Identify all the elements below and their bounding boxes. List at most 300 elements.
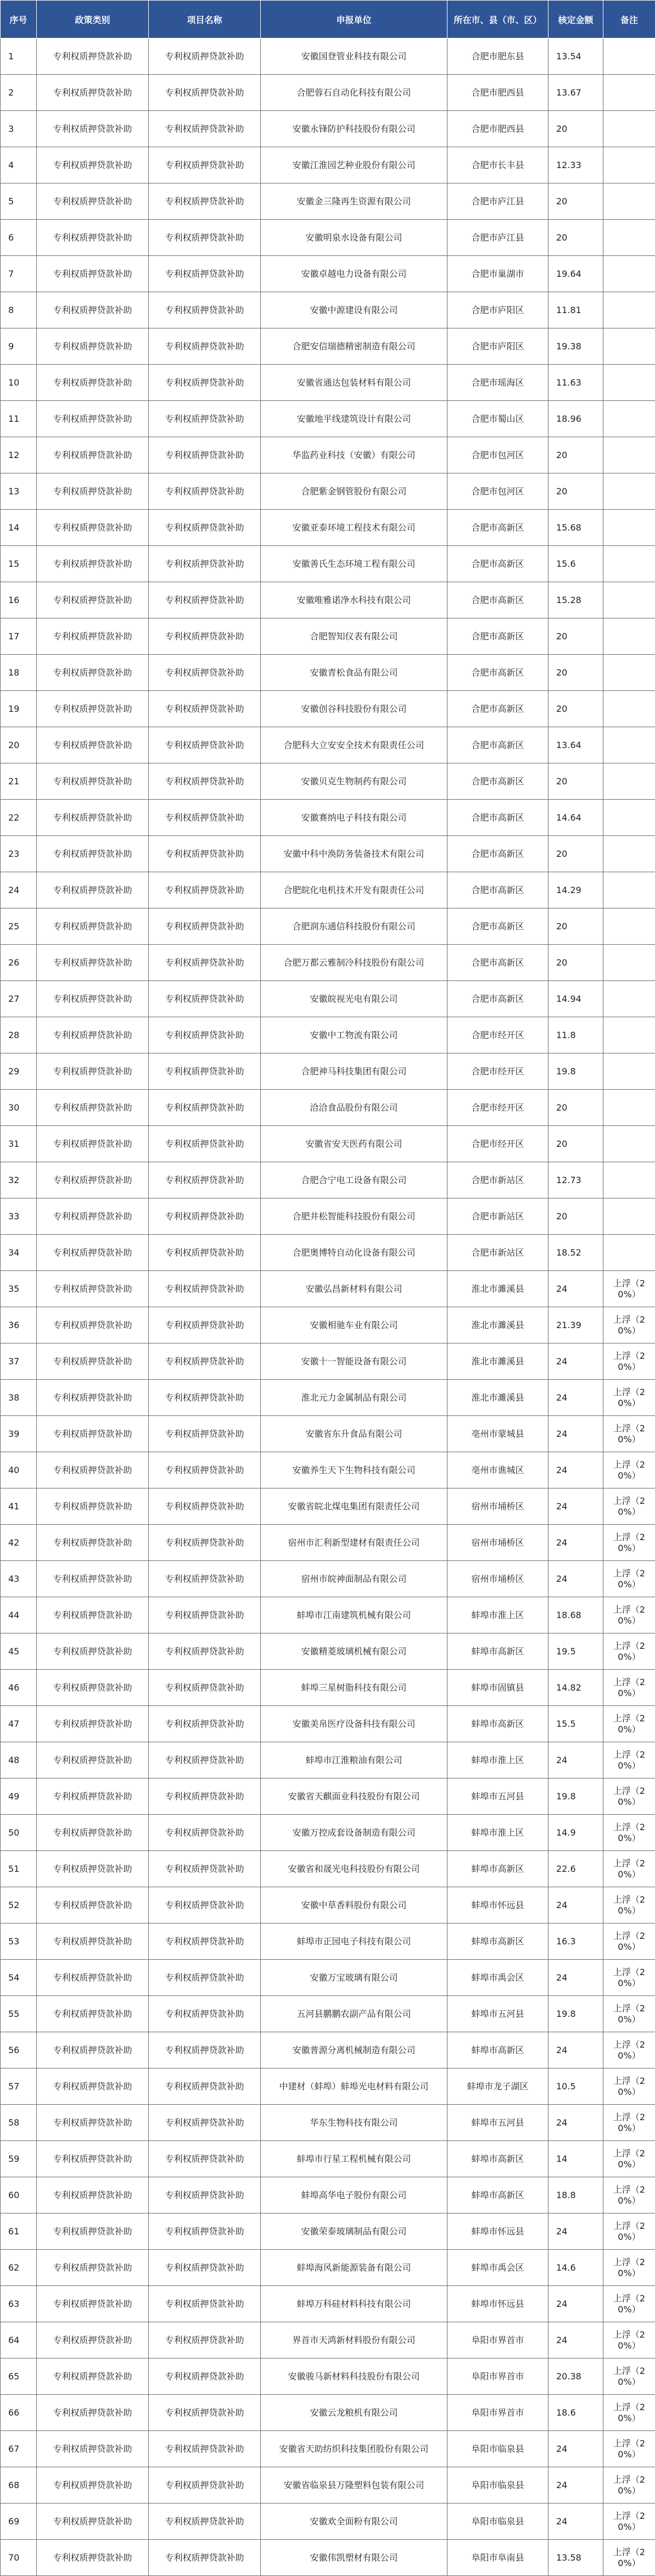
cell-policy-category: 专利权质押贷款补助	[37, 1416, 149, 1452]
cell-approved-amount: 19.5	[548, 1633, 603, 1670]
table-row	[1, 1597, 655, 1633]
cell-applicant: 安徽相驰车业有限公司	[261, 1307, 447, 1343]
cell-remarks	[603, 510, 655, 546]
cell-applicant: 安徽中科中涣防务装备技术有限公司	[261, 836, 447, 872]
cell-approved-amount: 19.8	[548, 1778, 603, 1815]
cell-approved-amount: 15.6	[548, 546, 603, 582]
cell-remarks: 上浮（20%）	[603, 1851, 655, 1887]
cell-location: 合肥市瑶海区	[447, 365, 548, 401]
table-row	[1, 1887, 655, 1923]
cell-project-name: 专利权质押贷款补助	[149, 2032, 261, 2068]
cell-remarks: 上浮（20%）	[603, 2032, 655, 2068]
cell-remarks	[603, 763, 655, 800]
cell-location: 蚌埠市固镇县	[447, 1670, 548, 1706]
cell-no: 10	[1, 365, 37, 401]
cell-applicant: 安徽欢全面粉有限公司	[261, 2503, 447, 2540]
cell-no: 47	[1, 1706, 37, 1742]
cell-no: 28	[1, 1017, 37, 1053]
cell-approved-amount: 19.8	[548, 1053, 603, 1090]
cell-approved-amount: 15.68	[548, 510, 603, 546]
cell-location: 合肥市高新区	[447, 546, 548, 582]
header-policy-category: 政策类别	[37, 1, 149, 38]
cell-remarks: 上浮（20%）	[603, 2141, 655, 2177]
cell-location: 蚌埠市禹会区	[447, 1960, 548, 1996]
table-row	[1, 1561, 655, 1597]
cell-applicant: 华监药业科技（安徽）有限公司	[261, 437, 447, 473]
cell-policy-category: 专利权质押贷款补助	[37, 2358, 149, 2395]
table-row	[1, 1416, 655, 1452]
cell-no: 60	[1, 2177, 37, 2213]
table-row	[1, 292, 655, 328]
cell-approved-amount: 10.5	[548, 2068, 603, 2105]
cell-no: 27	[1, 981, 37, 1017]
cell-applicant: 安徽骏马新材料科技股份有限公司	[261, 2358, 447, 2395]
cell-no: 31	[1, 1126, 37, 1162]
cell-remarks: 上浮（20%）	[603, 1742, 655, 1778]
table-row	[1, 2322, 655, 2358]
cell-applicant: 合肥合宁电工设备有限公司	[261, 1162, 447, 1198]
cell-no: 45	[1, 1633, 37, 1670]
cell-applicant: 合肥润东通信科技股份有限公司	[261, 908, 447, 945]
table-row	[1, 220, 655, 256]
cell-applicant: 安徽伟凯塑材有限公司	[261, 2540, 447, 2576]
cell-policy-category: 专利权质押贷款补助	[37, 2105, 149, 2141]
cell-remarks: 上浮（20%）	[603, 2358, 655, 2395]
cell-approved-amount: 18.6	[548, 2395, 603, 2431]
cell-location: 蚌埠市高新区	[447, 1923, 548, 1960]
cell-remarks	[603, 945, 655, 981]
cell-no: 57	[1, 2068, 37, 2105]
cell-location: 合肥市高新区	[447, 582, 548, 618]
cell-approved-amount: 18.52	[548, 1235, 603, 1271]
cell-policy-category: 专利权质押贷款补助	[37, 473, 149, 510]
cell-location: 合肥市高新区	[447, 727, 548, 763]
cell-remarks	[603, 872, 655, 908]
cell-project-name: 专利权质押贷款补助	[149, 75, 261, 111]
cell-policy-category: 专利权质押贷款补助	[37, 1923, 149, 1960]
table-row	[1, 510, 655, 546]
cell-policy-category: 专利权质押贷款补助	[37, 2141, 149, 2177]
cell-approved-amount: 24	[548, 2503, 603, 2540]
cell-no: 3	[1, 111, 37, 147]
cell-project-name: 专利权质押贷款补助	[149, 1198, 261, 1235]
cell-project-name: 专利权质押贷款补助	[149, 1416, 261, 1452]
cell-project-name: 专利权质押贷款补助	[149, 908, 261, 945]
cell-location: 宿州市埇桥区	[447, 1488, 548, 1525]
cell-location: 蚌埠市淮上区	[447, 1597, 548, 1633]
table-row	[1, 800, 655, 836]
cell-approved-amount: 21.39	[548, 1307, 603, 1343]
cell-approved-amount: 24	[548, 1525, 603, 1561]
cell-remarks	[603, 38, 655, 75]
cell-applicant: 安徽善氏生态环境工程有限公司	[261, 546, 447, 582]
cell-approved-amount: 12.73	[548, 1162, 603, 1198]
cell-approved-amount: 20	[548, 437, 603, 473]
cell-approved-amount: 14.6	[548, 2250, 603, 2286]
cell-no: 20	[1, 727, 37, 763]
cell-applicant: 洽洽食品股份有限公司	[261, 1090, 447, 1126]
cell-remarks	[603, 328, 655, 365]
cell-remarks	[603, 75, 655, 111]
cell-applicant: 合肥井松智能科技股份有限公司	[261, 1198, 447, 1235]
cell-approved-amount: 20	[548, 655, 603, 691]
cell-no: 17	[1, 618, 37, 655]
cell-location: 蚌埠市高新区	[447, 2141, 548, 2177]
cell-remarks: 上浮（20%）	[603, 1923, 655, 1960]
cell-policy-category: 专利权质押贷款补助	[37, 437, 149, 473]
cell-no: 40	[1, 1452, 37, 1488]
cell-project-name: 专利权质押贷款补助	[149, 111, 261, 147]
cell-applicant: 安徽普源分离机械制造有限公司	[261, 2032, 447, 2068]
cell-project-name: 专利权质押贷款补助	[149, 1162, 261, 1198]
cell-location: 合肥市长丰县	[447, 147, 548, 183]
cell-remarks: 上浮（20%）	[603, 1706, 655, 1742]
cell-approved-amount: 14.64	[548, 800, 603, 836]
table-row	[1, 473, 655, 510]
cell-no: 7	[1, 256, 37, 292]
table-row	[1, 2068, 655, 2105]
cell-no: 35	[1, 1271, 37, 1307]
cell-applicant: 合肥安信瑞德精密制造有限公司	[261, 328, 447, 365]
cell-location: 阜阳市界首市	[447, 2395, 548, 2431]
cell-remarks: 上浮（20%）	[603, 1343, 655, 1380]
cell-applicant: 合肥皖化电机技术开发有限责任公司	[261, 872, 447, 908]
cell-approved-amount: 19.8	[548, 1996, 603, 2032]
cell-approved-amount: 20	[548, 618, 603, 655]
cell-applicant: 蚌埠高华电子股份有限公司	[261, 2177, 447, 2213]
cell-project-name: 专利权质押贷款补助	[149, 1017, 261, 1053]
cell-remarks: 上浮（20%）	[603, 2467, 655, 2503]
cell-remarks: 上浮（20%）	[603, 1561, 655, 1597]
cell-project-name: 专利权质押贷款补助	[149, 1235, 261, 1271]
cell-location: 合肥市新站区	[447, 1198, 548, 1235]
cell-project-name: 专利权质押贷款补助	[149, 1452, 261, 1488]
table-row	[1, 546, 655, 582]
cell-approved-amount: 14.94	[548, 981, 603, 1017]
table-row	[1, 2286, 655, 2322]
cell-policy-category: 专利权质押贷款补助	[37, 582, 149, 618]
cell-applicant: 安徽亚泰环境工程技术有限公司	[261, 510, 447, 546]
cell-project-name: 专利权质押贷款补助	[149, 618, 261, 655]
cell-no: 38	[1, 1380, 37, 1416]
table-row	[1, 2503, 655, 2540]
cell-remarks: 上浮（20%）	[603, 1633, 655, 1670]
cell-project-name: 专利权质押贷款补助	[149, 2213, 261, 2250]
cell-applicant: 安徽贝克生物制药有限公司	[261, 763, 447, 800]
cell-approved-amount: 13.54	[548, 38, 603, 75]
cell-no: 9	[1, 328, 37, 365]
cell-location: 淮北市濉溪县	[447, 1307, 548, 1343]
cell-project-name: 专利权质押贷款补助	[149, 1923, 261, 1960]
cell-applicant: 蚌埠市江南建筑机械有限公司	[261, 1597, 447, 1633]
cell-remarks	[603, 836, 655, 872]
cell-remarks: 上浮（20%）	[603, 2213, 655, 2250]
cell-approved-amount: 22.6	[548, 1851, 603, 1887]
cell-policy-category: 专利权质押贷款补助	[37, 1343, 149, 1380]
cell-project-name: 专利权质押贷款补助	[149, 365, 261, 401]
cell-policy-category: 专利权质押贷款补助	[37, 1851, 149, 1887]
cell-policy-category: 专利权质押贷款补助	[37, 1670, 149, 1706]
cell-no: 49	[1, 1778, 37, 1815]
cell-approved-amount: 20	[548, 220, 603, 256]
cell-location: 合肥市经开区	[447, 1090, 548, 1126]
cell-policy-category: 专利权质押贷款补助	[37, 763, 149, 800]
cell-location: 合肥市高新区	[447, 945, 548, 981]
cell-applicant: 安徽中工物流有限公司	[261, 1017, 447, 1053]
cell-no: 44	[1, 1597, 37, 1633]
cell-location: 阜阳市阜南县	[447, 2540, 548, 2576]
cell-approved-amount: 24	[548, 1561, 603, 1597]
cell-approved-amount: 11.8	[548, 1017, 603, 1053]
cell-no: 54	[1, 1960, 37, 1996]
table-row	[1, 183, 655, 220]
cell-no: 12	[1, 437, 37, 473]
table-row	[1, 2250, 655, 2286]
cell-remarks: 上浮（20%）	[603, 1307, 655, 1343]
cell-project-name: 专利权质押贷款补助	[149, 2503, 261, 2540]
cell-project-name: 专利权质押贷款补助	[149, 1633, 261, 1670]
cell-approved-amount: 24	[548, 1343, 603, 1380]
cell-no: 14	[1, 510, 37, 546]
cell-policy-category: 专利权质押贷款补助	[37, 220, 149, 256]
cell-project-name: 专利权质押贷款补助	[149, 1851, 261, 1887]
cell-applicant: 安徽江淮园艺种业股份有限公司	[261, 147, 447, 183]
table-row	[1, 763, 655, 800]
cell-remarks: 上浮（20%）	[603, 1488, 655, 1525]
cell-location: 淮北市濉溪县	[447, 1380, 548, 1416]
cell-location: 合肥市高新区	[447, 800, 548, 836]
table-row	[1, 655, 655, 691]
cell-policy-category: 专利权质押贷款补助	[37, 256, 149, 292]
cell-applicant: 安徽中源建设有限公司	[261, 292, 447, 328]
cell-approved-amount: 18.96	[548, 401, 603, 437]
table-row	[1, 2395, 655, 2431]
cell-policy-category: 专利权质押贷款补助	[37, 2032, 149, 2068]
cell-remarks	[603, 1235, 655, 1271]
cell-no: 48	[1, 1742, 37, 1778]
cell-project-name: 专利权质押贷款补助	[149, 1380, 261, 1416]
cell-approved-amount: 24	[548, 2286, 603, 2322]
cell-policy-category: 专利权质押贷款补助	[37, 546, 149, 582]
table-row	[1, 1996, 655, 2032]
cell-no: 26	[1, 945, 37, 981]
cell-location: 合肥市高新区	[447, 510, 548, 546]
table-row	[1, 2141, 655, 2177]
table-row	[1, 2105, 655, 2141]
cell-no: 19	[1, 691, 37, 727]
cell-approved-amount: 24	[548, 2105, 603, 2141]
cell-location: 宿州市埇桥区	[447, 1561, 548, 1597]
cell-no: 52	[1, 1887, 37, 1923]
cell-location: 合肥市包河区	[447, 473, 548, 510]
cell-location: 淮北市濉溪县	[447, 1271, 548, 1307]
cell-approved-amount: 24	[548, 1416, 603, 1452]
cell-no: 55	[1, 1996, 37, 2032]
table-row	[1, 1126, 655, 1162]
cell-applicant: 合肥神马科技集团有限公司	[261, 1053, 447, 1090]
cell-approved-amount: 13.64	[548, 727, 603, 763]
cell-policy-category: 专利权质押贷款补助	[37, 365, 149, 401]
cell-remarks	[603, 908, 655, 945]
cell-location: 蚌埠市五河县	[447, 1778, 548, 1815]
cell-no: 50	[1, 1815, 37, 1851]
cell-remarks: 上浮（20%）	[603, 2250, 655, 2286]
cell-no: 21	[1, 763, 37, 800]
cell-policy-category: 专利权质押贷款补助	[37, 401, 149, 437]
cell-location: 阜阳市界首市	[447, 2322, 548, 2358]
cell-remarks: 上浮（20%）	[603, 1778, 655, 1815]
table-row	[1, 1670, 655, 1706]
table-row	[1, 401, 655, 437]
cell-no: 39	[1, 1416, 37, 1452]
cell-applicant: 安徽唯雅诺净水科技有限公司	[261, 582, 447, 618]
cell-applicant: 安徽中草香料股份有限公司	[261, 1887, 447, 1923]
cell-policy-category: 专利权质押贷款补助	[37, 147, 149, 183]
cell-approved-amount: 20	[548, 1198, 603, 1235]
table-row	[1, 2540, 655, 2576]
cell-policy-category: 专利权质押贷款补助	[37, 292, 149, 328]
cell-location: 合肥市高新区	[447, 908, 548, 945]
cell-applicant: 中建材（蚌埠）蚌埠光电材料有限公司	[261, 2068, 447, 2105]
cell-remarks: 上浮（20%）	[603, 1960, 655, 1996]
cell-applicant: 安徽卓越电力设备有限公司	[261, 256, 447, 292]
cell-approved-amount: 18.68	[548, 1597, 603, 1633]
cell-policy-category: 专利权质押贷款补助	[37, 981, 149, 1017]
cell-project-name: 专利权质押贷款补助	[149, 1053, 261, 1090]
cell-location: 淮北市濉溪县	[447, 1343, 548, 1380]
cell-project-name: 专利权质押贷款补助	[149, 1271, 261, 1307]
cell-project-name: 专利权质押贷款补助	[149, 2358, 261, 2395]
cell-policy-category: 专利权质押贷款补助	[37, 2286, 149, 2322]
table-row	[1, 691, 655, 727]
cell-no: 58	[1, 2105, 37, 2141]
cell-location: 宿州市埇桥区	[447, 1525, 548, 1561]
cell-policy-category: 专利权质押贷款补助	[37, 75, 149, 111]
cell-policy-category: 专利权质押贷款补助	[37, 2213, 149, 2250]
cell-remarks	[603, 727, 655, 763]
table-row	[1, 1488, 655, 1525]
cell-policy-category: 专利权质押贷款补助	[37, 800, 149, 836]
cell-project-name: 专利权质押贷款补助	[149, 2395, 261, 2431]
cell-approved-amount: 20	[548, 183, 603, 220]
table-row	[1, 1053, 655, 1090]
cell-remarks	[603, 800, 655, 836]
table-row	[1, 1343, 655, 1380]
cell-policy-category: 专利权质押贷款补助	[37, 908, 149, 945]
cell-policy-category: 专利权质押贷款补助	[37, 1525, 149, 1561]
table-row	[1, 365, 655, 401]
cell-location: 蚌埠市五河县	[447, 1996, 548, 2032]
cell-applicant: 安徽省东升食品有限公司	[261, 1416, 447, 1452]
table-row	[1, 2358, 655, 2395]
cell-no: 56	[1, 2032, 37, 2068]
cell-no: 30	[1, 1090, 37, 1126]
cell-project-name: 专利权质押贷款补助	[149, 2141, 261, 2177]
cell-project-name: 专利权质押贷款补助	[149, 1706, 261, 1742]
cell-policy-category: 专利权质押贷款补助	[37, 1452, 149, 1488]
cell-no: 1	[1, 38, 37, 75]
cell-approved-amount: 20	[548, 1090, 603, 1126]
cell-applicant: 合肥紫金钢管股份有限公司	[261, 473, 447, 510]
table-row	[1, 1525, 655, 1561]
header-applicant: 申报单位	[261, 1, 447, 38]
cell-approved-amount: 19.38	[548, 328, 603, 365]
header-location: 所在市、县（市、区）	[447, 1, 548, 38]
cell-approved-amount: 20	[548, 908, 603, 945]
cell-no: 23	[1, 836, 37, 872]
cell-applicant: 合肥奥博特自动化设备有限公司	[261, 1235, 447, 1271]
cell-location: 合肥市包河区	[447, 437, 548, 473]
header-no: 序号	[1, 1, 37, 38]
table-row	[1, 256, 655, 292]
cell-approved-amount: 14.9	[548, 1815, 603, 1851]
cell-applicant: 安徽赛纳电子科技有限公司	[261, 800, 447, 836]
cell-approved-amount: 24	[548, 2213, 603, 2250]
cell-applicant: 安徽万控成套设备制造有限公司	[261, 1815, 447, 1851]
cell-approved-amount: 24	[548, 1960, 603, 1996]
cell-project-name: 专利权质押贷款补助	[149, 1996, 261, 2032]
cell-project-name: 专利权质押贷款补助	[149, 2431, 261, 2467]
cell-project-name: 专利权质押贷款补助	[149, 147, 261, 183]
table-row	[1, 1380, 655, 1416]
cell-project-name: 专利权质押贷款补助	[149, 1742, 261, 1778]
cell-applicant: 安徽省天助纺织科技集团股份有限公司	[261, 2431, 447, 2467]
cell-approved-amount: 24	[548, 2032, 603, 2068]
cell-policy-category: 专利权质押贷款补助	[37, 836, 149, 872]
cell-remarks: 上浮（20%）	[603, 2431, 655, 2467]
cell-remarks	[603, 183, 655, 220]
cell-project-name: 专利权质押贷款补助	[149, 1778, 261, 1815]
cell-no: 67	[1, 2431, 37, 2467]
cell-location: 合肥市庐江县	[447, 220, 548, 256]
cell-project-name: 专利权质押贷款补助	[149, 1126, 261, 1162]
table-row	[1, 981, 655, 1017]
cell-project-name: 专利权质押贷款补助	[149, 1488, 261, 1525]
cell-applicant: 安徽地平线建筑设计有限公司	[261, 401, 447, 437]
cell-location: 蚌埠市高新区	[447, 1633, 548, 1670]
cell-no: 29	[1, 1053, 37, 1090]
cell-applicant: 安徽省和晟光电科技股份有限公司	[261, 1851, 447, 1887]
cell-remarks	[603, 1090, 655, 1126]
cell-policy-category: 专利权质押贷款补助	[37, 691, 149, 727]
cell-policy-category: 专利权质押贷款补助	[37, 1126, 149, 1162]
cell-location: 亳州市蒙城县	[447, 1416, 548, 1452]
cell-policy-category: 专利权质押贷款补助	[37, 183, 149, 220]
cell-project-name: 专利权质押贷款补助	[149, 1525, 261, 1561]
cell-remarks: 上浮（20%）	[603, 1887, 655, 1923]
cell-applicant: 安徽精菱玻璃机械有限公司	[261, 1633, 447, 1670]
cell-policy-category: 专利权质押贷款补助	[37, 1198, 149, 1235]
cell-policy-category: 专利权质押贷款补助	[37, 1488, 149, 1525]
cell-applicant: 五河县鹏鹏农副产品有限公司	[261, 1996, 447, 2032]
cell-location: 蚌埠市怀远县	[447, 2286, 548, 2322]
cell-policy-category: 专利权质押贷款补助	[37, 1090, 149, 1126]
cell-location: 蚌埠市高新区	[447, 1706, 548, 1742]
cell-applicant: 安徽永锋防护科技股份有限公司	[261, 111, 447, 147]
cell-remarks	[603, 546, 655, 582]
cell-applicant: 合肥万都云雅制冷科技股份有限公司	[261, 945, 447, 981]
cell-approved-amount: 24	[548, 2431, 603, 2467]
cell-approved-amount: 20	[548, 473, 603, 510]
table-row	[1, 727, 655, 763]
cell-policy-category: 专利权质押贷款补助	[37, 945, 149, 981]
cell-remarks	[603, 1126, 655, 1162]
table-row	[1, 872, 655, 908]
cell-policy-category: 专利权质押贷款补助	[37, 1307, 149, 1343]
cell-location: 蚌埠市怀远县	[447, 2213, 548, 2250]
cell-location: 合肥市肥东县	[447, 38, 548, 75]
cell-policy-category: 专利权质押贷款补助	[37, 1633, 149, 1670]
